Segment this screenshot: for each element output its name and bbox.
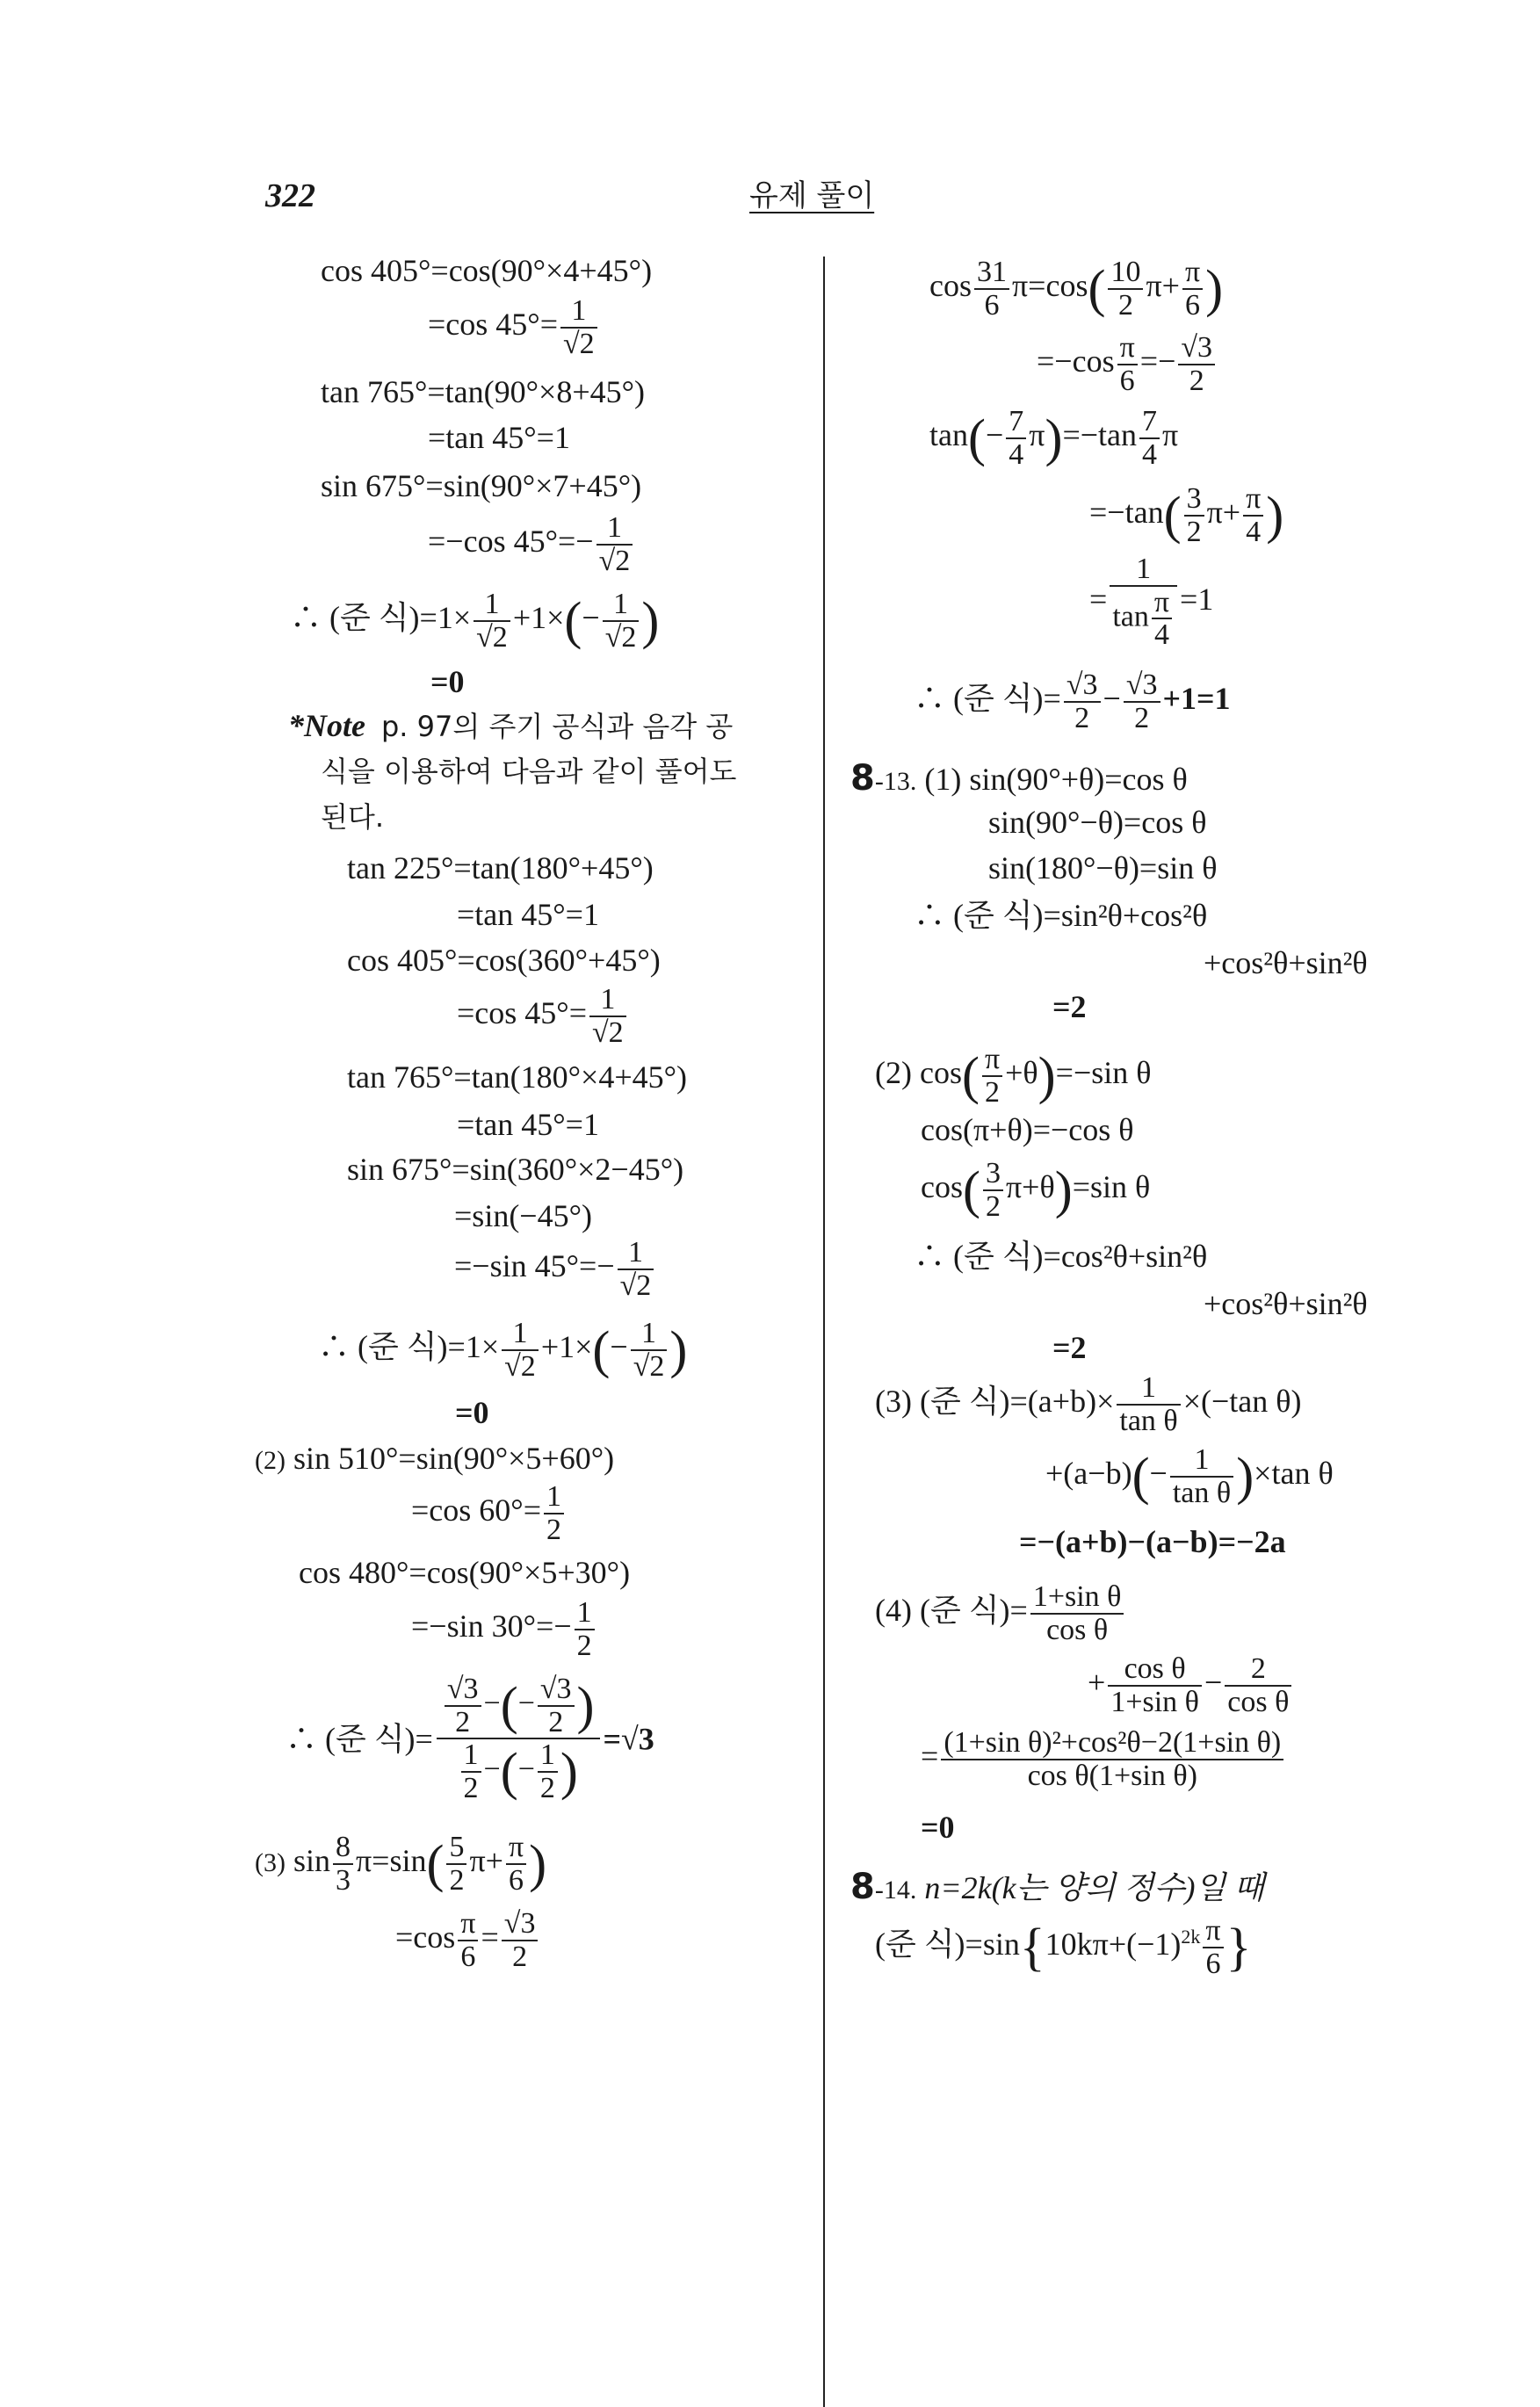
part-2-line-1 bbox=[255, 1442, 614, 1474]
eq-negsin45 bbox=[454, 1237, 656, 1301]
fraction: $\frac{1}{√2}$ bbox=[603, 589, 640, 653]
fraction: $\frac{\pi}{6}$ bbox=[1117, 332, 1138, 396]
eq-8-14-main: (준 식)$=\sin\{10k\pi+(-1)^{2k}$ $\frac{\pi}{6}$ } bbox=[875, 1914, 1252, 1980]
eq-text: 10kπ+(−1) bbox=[1045, 1926, 1182, 1962]
fraction: $\frac{\pi}{6}$ bbox=[1203, 1915, 1223, 1979]
eq-therefore-3 bbox=[286, 1673, 654, 1804]
eq-text: = bbox=[921, 1738, 939, 1774]
fraction: $\frac{1}{√2}$ bbox=[631, 1318, 668, 1382]
fraction: $\frac{3}{2}$ bbox=[1184, 483, 1204, 547]
eq-text: ∴ (준 식)= bbox=[914, 680, 1061, 716]
fraction: $\frac{1}{2}$ bbox=[538, 1739, 558, 1803]
fraction: $\frac{7}{4}$ bbox=[1006, 406, 1026, 470]
fraction: $\frac{√3}{2}$ bbox=[1178, 332, 1215, 396]
eq-result: =√3 bbox=[603, 1721, 654, 1757]
eq-text: π=cos bbox=[1012, 267, 1088, 303]
problem-8-13 bbox=[850, 758, 1188, 799]
eq-sin675: sin 675°=sin(90°×7+45°) bbox=[321, 468, 642, 503]
eq-cos405: cos 405°=cos(90°×4+45°) bbox=[321, 253, 653, 288]
eq-text: ×(−tan θ) bbox=[1182, 1383, 1302, 1419]
fraction: $\frac{√3}{2}$ bbox=[445, 1673, 481, 1738]
eq-part3-r bbox=[875, 1372, 1302, 1436]
fraction: $\frac{1}{√2}$ bbox=[502, 1318, 539, 1382]
eq-text: ∴ (준 식)=1× bbox=[290, 599, 472, 635]
eq-cos-3pi2: cos( $\frac{3}{2}$ π+θ)=sin θ bbox=[921, 1157, 1151, 1223]
eq-text: +1× bbox=[540, 1328, 593, 1364]
eq-tan225: tan 225°=tan(180°+45°) bbox=[347, 850, 654, 885]
fraction: $\frac{\pi}{4}$ bbox=[1152, 587, 1172, 651]
column-divider bbox=[823, 257, 825, 2407]
fraction: $\frac{1}{\text{tan θ}}$ bbox=[1170, 1444, 1233, 1508]
eq-therefore-a: ∴ (준 식)=sin²θ+cos²θ bbox=[914, 898, 1208, 933]
fraction: $\frac{\pi}{6}$ bbox=[506, 1832, 526, 1896]
fraction: $\frac{1}{√2}$ bbox=[560, 295, 597, 359]
fraction: 1 tan $\frac{\pi}{4}$ bbox=[1110, 553, 1177, 651]
eq-sin675-b: sin 675°=sin(360°×2−45°) bbox=[347, 1152, 684, 1187]
eq-text: =−cos 45°=− bbox=[428, 523, 594, 559]
eq-text: =−cos bbox=[1037, 343, 1115, 379]
eq-cos-pi-plus: cos(π+θ)=−cos θ bbox=[921, 1112, 1134, 1147]
note-line-2: 식을 이용하여 다음과 같이 풀어도 bbox=[321, 755, 737, 788]
part-label: (3) bbox=[255, 1847, 286, 1877]
fraction: $\frac{1}{2}$ bbox=[544, 1481, 564, 1545]
fraction: $\frac{√3}{2}$ bbox=[1064, 669, 1101, 734]
note-line-1 bbox=[288, 710, 733, 741]
eq-text: =cos bbox=[395, 1919, 456, 1955]
eq-text: =cos 45°= bbox=[457, 994, 587, 1030]
eq-text: ∴ (준 식)=1× bbox=[318, 1328, 500, 1364]
eq-tan-neg7pi4: tan(− $\frac{7}{4}$ π)=−tan $\frac{7}{4}$ π bbox=[929, 405, 1179, 471]
eq-text: =−sin 45°=− bbox=[454, 1247, 615, 1283]
eq-part4-r bbox=[875, 1581, 1126, 1645]
fraction: $\frac{1}{√2}$ bbox=[474, 589, 510, 653]
fraction: $\frac{1}{2}$ bbox=[575, 1597, 595, 1661]
fraction: $\frac{√3}{2}$ bbox=[1124, 669, 1160, 734]
eq-text: cos bbox=[929, 267, 972, 303]
result-zero-2: =0 bbox=[455, 1395, 489, 1430]
eq-cos60 bbox=[411, 1481, 567, 1545]
eq-text: (3) (준 식)=(a+b)× bbox=[875, 1383, 1115, 1419]
fraction: $\frac{7}{4}$ bbox=[1139, 406, 1160, 470]
eq-sin90-minus: sin(90°−θ)=cos θ bbox=[988, 805, 1207, 840]
eq-cos45-b bbox=[457, 984, 629, 1048]
eq-text: + bbox=[1088, 1664, 1106, 1700]
eq-text: sin 510°=sin(90°×5+60°) bbox=[293, 1441, 615, 1476]
result-two-a: =2 bbox=[1052, 989, 1087, 1024]
fraction: $\frac{\text{cos θ}}{\text{1+sin θ}}$ bbox=[1108, 1653, 1202, 1717]
eq-text: n=2k(k는 양의 정수)일 때 bbox=[924, 1870, 1265, 1905]
eq-tan765-b: tan 765°=tan(180°×4+45°) bbox=[347, 1059, 688, 1095]
fraction: $\frac{\pi}{2}$ bbox=[982, 1044, 1002, 1108]
eq-cont-a: +cos²θ+sin²θ bbox=[1204, 945, 1368, 980]
eq-text: =sin θ bbox=[1072, 1168, 1151, 1204]
eq-cos480: cos 480°=cos(90°×5+30°) bbox=[299, 1555, 631, 1590]
part-3-line-1: (3) sin $\frac{8}{3}$ π=sin( $\frac{5}{2}$ π+ $\frac{\pi}{6}$ ) bbox=[255, 1831, 547, 1897]
exponent: 2k bbox=[1181, 1925, 1201, 1948]
eq-text: = bbox=[1089, 581, 1108, 617]
eq-text: (2) cos bbox=[875, 1054, 962, 1090]
eq-text: =−tan bbox=[1089, 494, 1164, 530]
page-title: 유제 풀이 bbox=[749, 178, 875, 213]
eq-text: (1) sin(90°+θ)=cos θ bbox=[924, 762, 1188, 797]
eq-text: =−tan bbox=[1062, 416, 1138, 452]
fraction: $\frac{5}{2}$ bbox=[446, 1832, 466, 1896]
eq-sin180-minus: sin(180°−θ)=sin θ bbox=[988, 850, 1218, 885]
eq-negcos45 bbox=[428, 512, 635, 576]
fraction: $\frac{√3}{2}$ bbox=[538, 1673, 575, 1738]
fraction: $\frac{1}{√2}$ bbox=[618, 1237, 654, 1301]
eq-result: +1=1 bbox=[1162, 680, 1231, 716]
fraction: $\frac{\pi}{6}$ bbox=[458, 1908, 478, 1972]
eq-text: (준 식)=sin bbox=[875, 1926, 1020, 1962]
eq-part4-r2 bbox=[1088, 1653, 1294, 1717]
part-label: (2) bbox=[255, 1446, 286, 1475]
eq-text: =cos 45°= bbox=[428, 306, 558, 342]
eq-one-over-tan bbox=[1089, 553, 1213, 651]
eq-negsin30 bbox=[411, 1597, 597, 1661]
result-zero: =0 bbox=[430, 664, 465, 699]
eq-cos405-b: cos 405°=cos(360°+45°) bbox=[347, 943, 661, 978]
eq-tan765: tan 765°=tan(90°×8+45°) bbox=[321, 374, 646, 409]
eq-text: = bbox=[481, 1919, 499, 1955]
problem-chapter: 8 bbox=[850, 1867, 875, 1907]
eq-negtan-3pi2: =−tan( $\frac{3}{2}$ π+ $\frac{\pi}{4}$ ) bbox=[1089, 482, 1284, 548]
page-number: 322 bbox=[265, 177, 315, 214]
eq-text: +(a−b) bbox=[1045, 1455, 1132, 1491]
fraction: $\frac{8}{3}$ bbox=[333, 1832, 353, 1896]
fraction: $\frac{\text{(1+sin θ)²+cos²θ−2(1+sin θ)}}{\text{cos θ(1+sin θ)}}$ bbox=[941, 1727, 1283, 1791]
eq-cos-pi6 bbox=[395, 1908, 540, 1972]
eq-text: ∴ (준 식)= bbox=[286, 1721, 433, 1757]
fraction: $\frac{1}{\text{tan θ}}$ bbox=[1117, 1372, 1180, 1436]
eq-text: ×tan θ bbox=[1254, 1455, 1334, 1491]
result-two-b: =2 bbox=[1052, 1330, 1087, 1365]
note-label: *Note bbox=[288, 708, 365, 743]
result-zero-r: =0 bbox=[921, 1810, 955, 1845]
eq-text: tan bbox=[929, 416, 968, 452]
fraction: $\frac{2}{\text{cos θ}}$ bbox=[1225, 1653, 1291, 1717]
eq-cos31pi6: cos $\frac{31}{6}$ π=cos( $\frac{10}{2}$ π+ $\frac{\pi}{6}$ ) bbox=[929, 256, 1224, 322]
eq-cos45 bbox=[428, 295, 600, 359]
eq-tan45-c: =tan 45°=1 bbox=[457, 1107, 599, 1142]
eq-therefore-b: ∴ (준 식)=cos²θ+sin²θ bbox=[914, 1239, 1208, 1274]
problem-label: -13. bbox=[874, 767, 917, 796]
eq-sin-neg45: =sin(−45°) bbox=[454, 1198, 592, 1233]
problem-8-14 bbox=[850, 1869, 1264, 1905]
fraction: $\frac{31}{6}$ bbox=[974, 257, 1009, 321]
problem-chapter: 8 bbox=[850, 758, 875, 799]
fraction: $\frac{10}{2}$ bbox=[1108, 257, 1143, 321]
note-line-3: 된다. bbox=[321, 800, 384, 834]
fraction: $\frac{3}{2}$ bbox=[983, 1158, 1003, 1222]
eq-text: =−sin 30°=− bbox=[411, 1608, 572, 1644]
eq-part4-r3 bbox=[921, 1727, 1286, 1791]
eq-text: sin bbox=[293, 1842, 330, 1878]
eq-therefore-1: ∴ (준 식)=1× $\frac{1}{√2}$ +1×(− $\frac{1}{√2}$ ) bbox=[290, 588, 660, 654]
fraction: $\frac{1}{√2}$ bbox=[589, 984, 626, 1048]
eq-negcos-pi6: =−cos $\frac{\pi}{6}$ =− $\frac{√3}{2}$ bbox=[1037, 332, 1218, 396]
eq-text: cos bbox=[921, 1168, 963, 1204]
compound-fraction: $\frac{√3}{2}$ −(− $\frac{√3}{2}$ ) $\frac{1}{2}$ −(− $\frac{1}{2}$ ) bbox=[437, 1673, 600, 1804]
note-text: p. 97의 주기 공식과 음각 공 bbox=[380, 710, 734, 743]
eq-text: =cos 60°= bbox=[411, 1492, 541, 1528]
fraction: $\frac{\pi}{6}$ bbox=[1182, 257, 1203, 321]
eq-text: +1× bbox=[512, 599, 565, 635]
fraction: $\frac{1}{2}$ bbox=[461, 1739, 481, 1803]
eq-tan45-b: =tan 45°=1 bbox=[457, 897, 599, 932]
eq-part3-r2: +(a−b)(− $\frac{1}{\text{tan θ}}$ )×tan θ bbox=[1045, 1443, 1334, 1509]
eq-text: =1 bbox=[1180, 581, 1214, 617]
eq-text: =−sin θ bbox=[1055, 1054, 1152, 1090]
eq-text: − bbox=[1204, 1664, 1223, 1700]
eq-text: (4) (준 식)= bbox=[875, 1592, 1028, 1628]
eq-part2-cos: (2) cos( $\frac{\pi}{2}$ +θ)=−sin θ bbox=[875, 1043, 1152, 1109]
fraction: $\frac{\pi}{4}$ bbox=[1243, 483, 1263, 547]
eq-therefore-r1: ∴ (준 식)= $\frac{√3}{2}$ − $\frac{√3}{2}$ +1=1 bbox=[914, 669, 1231, 734]
eq-cont-b: +cos²θ+sin²θ bbox=[1204, 1286, 1368, 1321]
fraction: $\frac{√3}{2}$ bbox=[502, 1908, 539, 1972]
problem-label: -14. bbox=[874, 1876, 917, 1905]
fraction: $\frac{1}{√2}$ bbox=[596, 512, 633, 576]
eq-therefore-2: ∴ (준 식)=1× $\frac{1}{√2}$ +1×(− $\frac{1}{√2}$ ) bbox=[318, 1317, 688, 1383]
fraction: $\frac{\text{1+sin θ}}{\text{cos θ}}$ bbox=[1030, 1581, 1124, 1645]
eq-text: π=sin bbox=[356, 1842, 427, 1878]
eq-tan45: =tan 45°=1 bbox=[428, 420, 570, 455]
eq-part3-result: =−(a+b)−(a−b)=−2a bbox=[1019, 1524, 1286, 1559]
